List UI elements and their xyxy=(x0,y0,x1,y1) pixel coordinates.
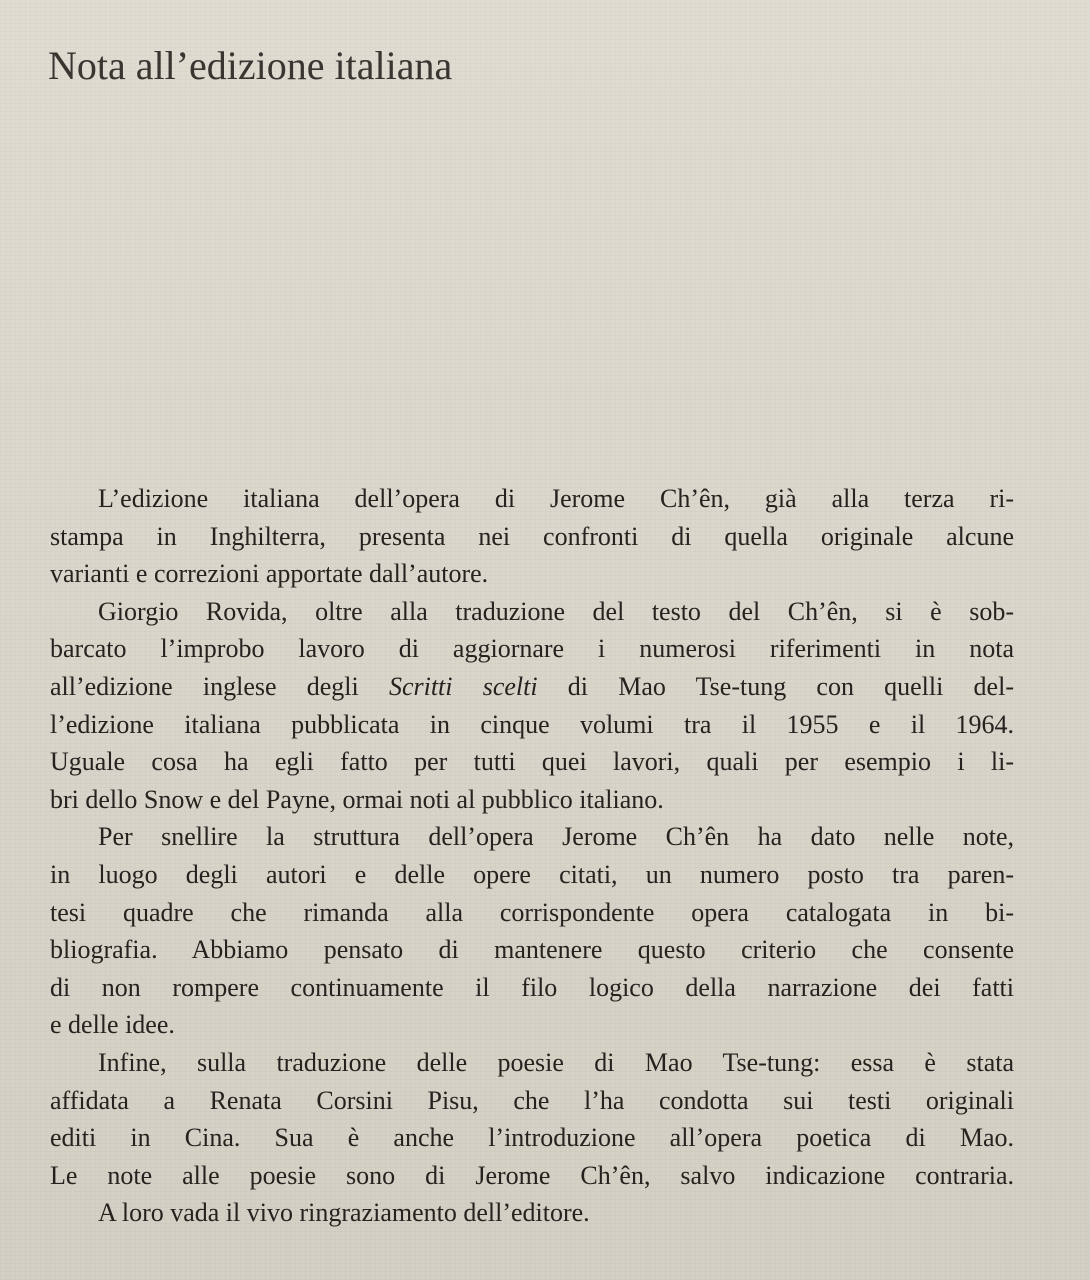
text-line: affidata a Renata Corsini Pisu, che l’ha condotta sui testi originali xyxy=(50,1085,1014,1115)
text-line xyxy=(50,668,1014,706)
text-line: Le note alle poesie sono di Jerome Ch’ên, salvo indicazione contraria. xyxy=(50,1160,1014,1190)
body-text xyxy=(50,480,1014,1232)
text-line-part: all’edizione inglese degli xyxy=(50,671,389,701)
text-line: L’edizione italiana dell’opera di Jerome Ch’ên, già alla terza ri- xyxy=(98,484,1014,513)
text-line: Per snellire la struttura dell’opera Jerome Ch’ên ha dato nelle note, xyxy=(98,822,1014,852)
text-line: l’edizione italiana pubblicata in cinque volumi tra il 1955 e il 1964. xyxy=(50,709,1014,739)
text-line: e delle idee. xyxy=(50,1010,175,1040)
text-line: Uguale cosa ha egli fatto per tutti quei lavori, quali per esempio i li- xyxy=(50,747,1014,777)
text-line: Giorgio Rovida, oltre alla traduzione del testo del Ch’ên, si è sob- xyxy=(98,596,1014,626)
text-line: Infine, sulla traduzione delle poesie di Mao Tse-tung: essa è stata xyxy=(98,1047,1014,1077)
text-line: bliografia. Abbiamo pensato di mantenere questo criterio che consente xyxy=(50,935,1014,965)
text-line: barcato l’improbo lavoro di aggiornare i numerosi riferimenti in nota xyxy=(50,634,1014,664)
text-line-part: di Mao Tse-tung con quelli del- xyxy=(537,671,1014,701)
text-line: bri dello Snow e del Payne, ormai noti al pubblico italiano. xyxy=(50,784,664,814)
text-line: di non rompere continuamente il filo logico della narrazione dei fatti xyxy=(50,972,1014,1002)
text-line: editi in Cina. Sua è anche l’introduzione all’opera poetica di Mao. xyxy=(50,1123,1014,1153)
book-title-italic: Scritti scelti xyxy=(388,671,538,701)
text-line: A loro vada il vivo ringraziamento dell’editore. xyxy=(98,1198,590,1228)
text-line: varianti e correzioni apportate dall’autore. xyxy=(50,559,489,589)
text-line: stampa in Inghilterra, presenta nei confronti di quella originale alcune xyxy=(50,521,1014,551)
text-line: tesi quadre che rimanda alla corrispondente opera catalogata in bi- xyxy=(50,897,1014,927)
text-line: in luogo degli autori e delle opere citati, un numero posto tra paren- xyxy=(50,859,1014,889)
page-title: Nota all’edizione italiana xyxy=(48,43,453,88)
